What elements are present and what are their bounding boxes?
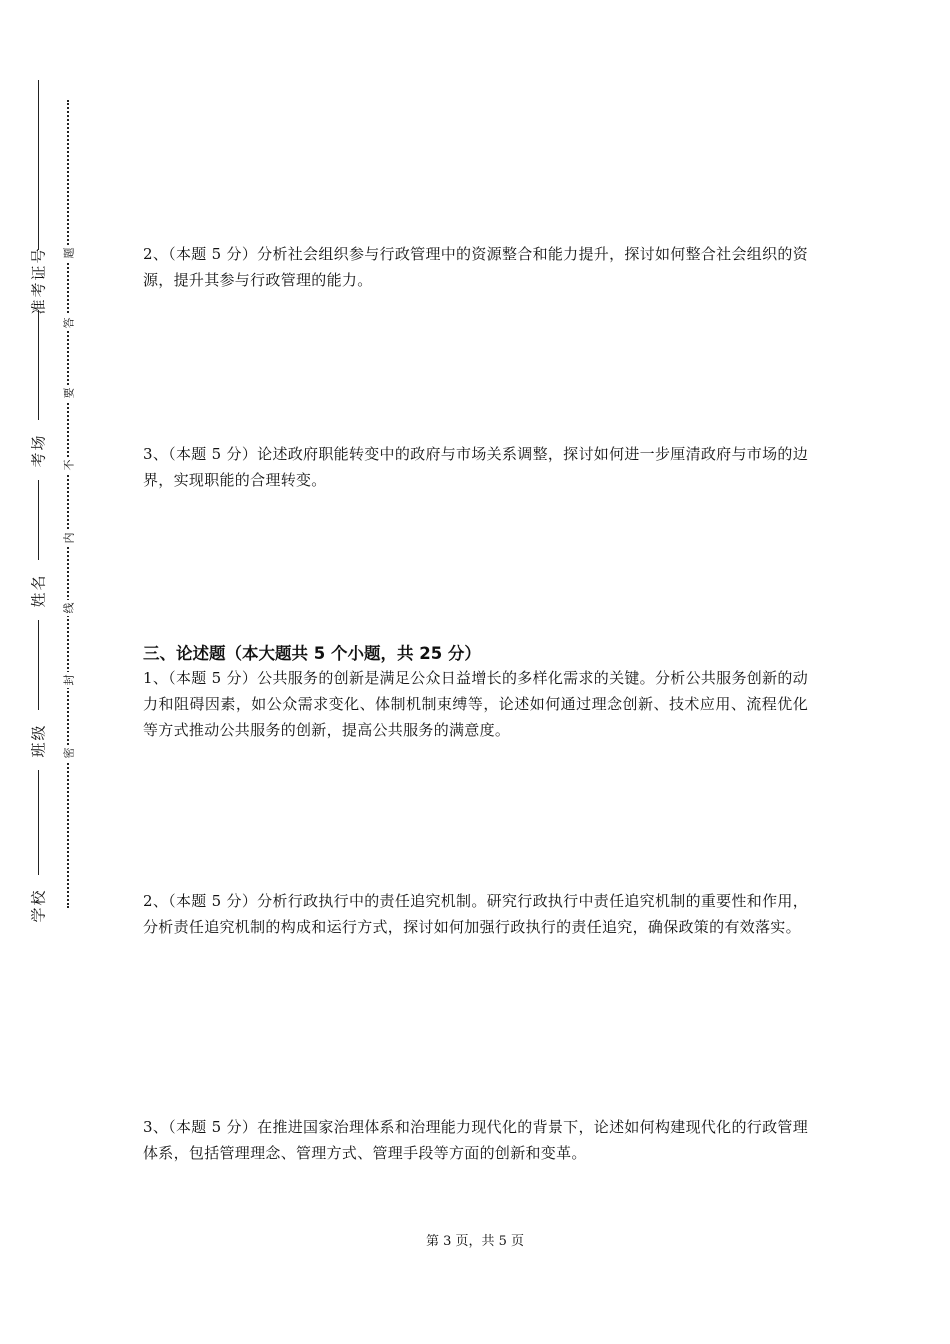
school-label: 学校	[29, 887, 48, 923]
page-footer: 第 3 页，共 5 页	[425, 1234, 525, 1249]
seal-dotted-line	[67, 100, 69, 908]
name-field	[22, 560, 54, 620]
essay-question-2: 2、（本题 5 分）分析行政执行中的责任追究机制。研究行政执行中责任追究机制的重要性和作用，分析责任追究机制的构成和运行方式，探讨如何加强行政执行的责任追究，确保政策的有效落实。	[143, 892, 808, 936]
section-title: 三、论述题（本大题共 5 个小题，共 25 分）	[143, 644, 481, 663]
exam-id-label: 准考证号	[29, 245, 48, 315]
seal-char: 封	[60, 672, 76, 688]
seal-char: 题	[60, 245, 76, 261]
seal-char: 内	[60, 530, 76, 546]
question-2: 2、（本题 5 分）分析社会组织参与行政管理中的资源整合和能力提升，探讨如何整合社会组织的资源，提升其参与行政管理的能力。	[143, 245, 808, 289]
seal-char: 不	[60, 457, 76, 473]
name-label: 姓名	[29, 572, 48, 608]
seal-char: 要	[60, 385, 76, 401]
exam-id-field	[22, 245, 54, 315]
school-field	[22, 875, 54, 935]
exam-room-label: 考场	[29, 432, 48, 468]
class-label: 班级	[29, 722, 48, 758]
essay-question-3: 3、（本题 5 分）在推进国家治理体系和治理能力现代化的背景下，论述如何构建现代化的行政管理体系，包括管理理念、管理方式、管理手段等方面的创新和变革。	[143, 1118, 808, 1162]
binding-line	[38, 80, 39, 930]
seal-line	[60, 100, 76, 908]
class-field	[22, 710, 54, 770]
seal-char: 答	[60, 315, 76, 331]
seal-char: 密	[60, 745, 76, 761]
essay-question-1: 1、（本题 5 分）公共服务的创新是满足公众日益增长的多样化需求的关键。分析公共服务创新的动力和阻碍因素，如公众需求变化、体制机制束缚等，论述如何通过理念创新、技术应用、流程优化等方式推动公共服务的创新，提高公共服务的满意度。	[143, 669, 808, 739]
question-3: 3、（本题 5 分）论述政府职能转变中的政府与市场关系调整，探讨如何进一步厘清政府与市场的边界，实现职能的合理转变。	[143, 445, 808, 489]
binding-margin	[22, 80, 48, 930]
seal-char: 线	[60, 600, 76, 616]
exam-room-field	[22, 420, 54, 480]
